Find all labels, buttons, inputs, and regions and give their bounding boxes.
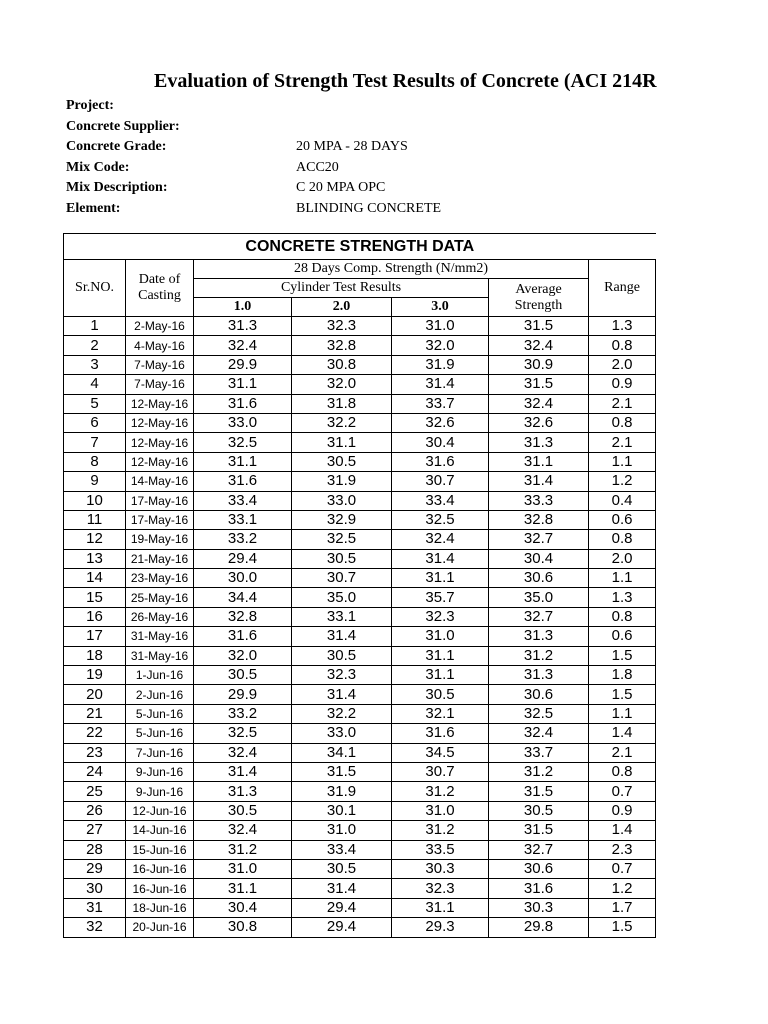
cell-date: 14-Jun-16 <box>126 821 194 840</box>
cell-average: 35.0 <box>489 588 589 607</box>
cell-cylinder-3: 31.4 <box>392 375 489 394</box>
header-date <box>126 260 194 317</box>
cell-cylinder-2: 32.3 <box>292 317 392 336</box>
info-value: ACC20 <box>296 159 339 175</box>
cell-cylinder-2: 29.4 <box>292 918 392 937</box>
cell-cylinder-1: 31.3 <box>194 317 292 336</box>
cell-range: 1.1 <box>589 452 656 471</box>
header-range: Range <box>589 260 656 317</box>
table-row <box>64 394 656 413</box>
cell-sr-no: 8 <box>64 452 126 471</box>
cell-date: 14-May-16 <box>126 472 194 491</box>
cell-cylinder-2: 33.0 <box>292 491 392 510</box>
cell-cylinder-2: 32.2 <box>292 413 392 432</box>
cell-range: 1.2 <box>589 472 656 491</box>
table-row <box>64 704 656 723</box>
cell-average: 30.3 <box>489 898 589 917</box>
cell-range: 1.1 <box>589 704 656 723</box>
cell-sr-no: 31 <box>64 898 126 917</box>
info-value: C 20 MPA OPC <box>296 180 386 195</box>
table-row <box>64 724 656 743</box>
cell-range: 1.5 <box>589 646 656 665</box>
cell-cylinder-3: 31.1 <box>392 646 489 665</box>
cell-cylinder-3: 30.7 <box>392 472 489 491</box>
cell-average: 30.6 <box>489 685 589 704</box>
cell-date: 17-May-16 <box>126 510 194 529</box>
cell-cylinder-3: 31.0 <box>392 801 489 820</box>
cell-cylinder-2: 30.7 <box>292 569 392 588</box>
cell-date: 2-May-16 <box>126 317 194 336</box>
cell-cylinder-2: 35.0 <box>292 588 392 607</box>
cell-date: 12-May-16 <box>126 394 194 413</box>
strength-data-table <box>63 233 656 938</box>
cell-sr-no: 13 <box>64 549 126 568</box>
cell-cylinder-1: 31.2 <box>194 840 292 859</box>
cell-sr-no: 11 <box>64 510 126 529</box>
cell-average: 30.5 <box>489 801 589 820</box>
cell-cylinder-1: 30.4 <box>194 898 292 917</box>
cell-range: 2.1 <box>589 743 656 762</box>
cell-range: 0.6 <box>589 627 656 646</box>
cell-cylinder-1: 31.0 <box>194 859 292 878</box>
cell-date: 16-Jun-16 <box>126 859 194 878</box>
cell-sr-no: 18 <box>64 646 126 665</box>
cell-cylinder-3: 35.7 <box>392 588 489 607</box>
cell-average: 31.3 <box>489 627 589 646</box>
cell-cylinder-1: 33.2 <box>194 704 292 723</box>
table-row <box>64 762 656 781</box>
cell-range: 2.0 <box>589 549 656 568</box>
cell-range: 0.7 <box>589 782 656 801</box>
cell-average: 31.1 <box>489 452 589 471</box>
cell-cylinder-1: 29.9 <box>194 685 292 704</box>
cell-cylinder-3: 31.0 <box>392 317 489 336</box>
info-label: Project: <box>66 98 114 113</box>
info-label: Element: <box>66 200 121 216</box>
cell-cylinder-1: 33.1 <box>194 510 292 529</box>
cell-cylinder-1: 32.5 <box>194 433 292 452</box>
cell-date: 2-Jun-16 <box>126 685 194 704</box>
cell-average: 31.5 <box>489 782 589 801</box>
header-cylinder-2: 2.0 <box>292 298 392 317</box>
table-row <box>64 569 656 588</box>
cell-range: 1.4 <box>589 724 656 743</box>
cell-cylinder-3: 33.4 <box>392 491 489 510</box>
cell-cylinder-3: 31.9 <box>392 355 489 374</box>
cell-range: 0.8 <box>589 530 656 549</box>
table-row <box>64 646 656 665</box>
cell-range: 0.7 <box>589 859 656 878</box>
table-row <box>64 452 656 471</box>
cell-date: 5-Jun-16 <box>126 724 194 743</box>
cell-average: 32.6 <box>489 413 589 432</box>
cell-cylinder-1: 31.3 <box>194 782 292 801</box>
cell-range: 0.6 <box>589 510 656 529</box>
cell-average: 31.2 <box>489 646 589 665</box>
table-row <box>64 472 656 491</box>
header-date-line2: Casting <box>138 288 181 303</box>
cell-cylinder-1: 32.4 <box>194 743 292 762</box>
cell-cylinder-3: 32.3 <box>392 607 489 626</box>
cell-average: 31.3 <box>489 666 589 685</box>
cell-sr-no: 2 <box>64 336 126 355</box>
cell-cylinder-3: 32.1 <box>392 704 489 723</box>
cell-sr-no: 28 <box>64 840 126 859</box>
cell-average: 32.7 <box>489 840 589 859</box>
cell-range: 1.5 <box>589 685 656 704</box>
cell-cylinder-1: 30.5 <box>194 666 292 685</box>
table-row <box>64 859 656 878</box>
cell-average: 30.6 <box>489 569 589 588</box>
table-row <box>64 588 656 607</box>
table-row <box>64 685 656 704</box>
cell-average: 32.5 <box>489 704 589 723</box>
cell-range: 0.8 <box>589 762 656 781</box>
info-value: 20 MPA - 28 DAYS <box>296 139 408 154</box>
cell-range: 1.4 <box>589 821 656 840</box>
cell-range: 2.1 <box>589 433 656 452</box>
table-row <box>64 510 656 529</box>
cell-cylinder-3: 33.7 <box>392 394 489 413</box>
cell-sr-no: 23 <box>64 743 126 762</box>
cell-cylinder-2: 32.8 <box>292 336 392 355</box>
cell-cylinder-1: 31.1 <box>194 879 292 898</box>
cell-cylinder-1: 31.6 <box>194 472 292 491</box>
cell-range: 2.1 <box>589 394 656 413</box>
cell-date: 12-May-16 <box>126 413 194 432</box>
table-row <box>64 549 656 568</box>
cell-cylinder-1: 30.8 <box>194 918 292 937</box>
cell-cylinder-3: 30.4 <box>392 433 489 452</box>
header-date-line1: Date of <box>138 272 181 287</box>
cell-cylinder-1: 34.4 <box>194 588 292 607</box>
cell-sr-no: 15 <box>64 588 126 607</box>
cell-sr-no: 19 <box>64 666 126 685</box>
cell-average: 29.8 <box>489 918 589 937</box>
cell-date: 12-May-16 <box>126 452 194 471</box>
cell-cylinder-3: 29.3 <box>392 918 489 937</box>
cell-date: 26-May-16 <box>126 607 194 626</box>
cell-average: 30.9 <box>489 355 589 374</box>
cell-cylinder-3: 30.7 <box>392 762 489 781</box>
cell-cylinder-3: 32.6 <box>392 413 489 432</box>
cell-sr-no: 16 <box>64 607 126 626</box>
cell-sr-no: 20 <box>64 685 126 704</box>
cell-sr-no: 9 <box>64 472 126 491</box>
cell-cylinder-3: 31.1 <box>392 666 489 685</box>
cell-average: 31.5 <box>489 821 589 840</box>
info-label: Concrete Grade: <box>66 139 167 154</box>
cell-cylinder-2: 32.5 <box>292 530 392 549</box>
cell-cylinder-3: 34.5 <box>392 743 489 762</box>
table-row <box>64 317 656 336</box>
cell-date: 31-May-16 <box>126 646 194 665</box>
cell-cylinder-3: 31.6 <box>392 724 489 743</box>
cell-cylinder-2: 31.0 <box>292 821 392 840</box>
cell-date: 4-May-16 <box>126 336 194 355</box>
cell-cylinder-1: 31.6 <box>194 394 292 413</box>
cell-cylinder-1: 33.0 <box>194 413 292 432</box>
cell-average: 32.8 <box>489 510 589 529</box>
info-label: Concrete Supplier: <box>66 118 180 134</box>
cell-average: 32.7 <box>489 607 589 626</box>
cell-date: 16-Jun-16 <box>126 879 194 898</box>
cell-date: 12-Jun-16 <box>126 801 194 820</box>
table-row <box>64 743 656 762</box>
cell-range: 1.3 <box>589 317 656 336</box>
cell-cylinder-2: 30.1 <box>292 801 392 820</box>
cell-sr-no: 7 <box>64 433 126 452</box>
cell-cylinder-2: 32.3 <box>292 666 392 685</box>
cell-cylinder-1: 29.4 <box>194 549 292 568</box>
cell-cylinder-1: 32.4 <box>194 336 292 355</box>
cell-sr-no: 25 <box>64 782 126 801</box>
cell-date: 9-Jun-16 <box>126 782 194 801</box>
cell-sr-no: 12 <box>64 530 126 549</box>
table-row <box>64 918 656 937</box>
cell-average: 32.4 <box>489 394 589 413</box>
cell-cylinder-2: 34.1 <box>292 743 392 762</box>
cell-date: 5-Jun-16 <box>126 704 194 723</box>
info-label: Mix Description: <box>66 180 168 195</box>
cell-average: 32.4 <box>489 336 589 355</box>
table-row <box>64 840 656 859</box>
cell-cylinder-2: 32.9 <box>292 510 392 529</box>
cell-sr-no: 32 <box>64 918 126 937</box>
cell-range: 1.1 <box>589 569 656 588</box>
cell-cylinder-1: 31.1 <box>194 375 292 394</box>
cell-cylinder-1: 32.8 <box>194 607 292 626</box>
cell-cylinder-3: 32.0 <box>392 336 489 355</box>
cell-cylinder-2: 30.5 <box>292 549 392 568</box>
cell-cylinder-1: 30.0 <box>194 569 292 588</box>
header-cylinder-1: 1.0 <box>194 298 292 317</box>
cell-cylinder-3: 31.2 <box>392 821 489 840</box>
cell-date: 7-Jun-16 <box>126 743 194 762</box>
table-row <box>64 433 656 452</box>
cell-cylinder-3: 31.2 <box>392 782 489 801</box>
cell-cylinder-1: 32.4 <box>194 821 292 840</box>
cell-cylinder-3: 30.5 <box>392 685 489 704</box>
table-row <box>64 336 656 355</box>
cell-cylinder-2: 31.5 <box>292 762 392 781</box>
cell-cylinder-1: 33.2 <box>194 530 292 549</box>
table-row <box>64 607 656 626</box>
table-row <box>64 530 656 549</box>
cell-date: 7-May-16 <box>126 375 194 394</box>
cell-range: 1.8 <box>589 666 656 685</box>
table-row <box>64 879 656 898</box>
header-sr-no: Sr.NO. <box>64 260 126 317</box>
cell-cylinder-3: 31.1 <box>392 569 489 588</box>
cell-sr-no: 1 <box>64 317 126 336</box>
cell-cylinder-1: 31.4 <box>194 762 292 781</box>
cell-cylinder-2: 30.5 <box>292 859 392 878</box>
cell-sr-no: 3 <box>64 355 126 374</box>
cell-cylinder-2: 31.1 <box>292 433 392 452</box>
cell-date: 18-Jun-16 <box>126 898 194 917</box>
cell-range: 0.9 <box>589 801 656 820</box>
cell-cylinder-2: 30.5 <box>292 452 392 471</box>
cell-range: 0.4 <box>589 491 656 510</box>
cell-cylinder-2: 31.4 <box>292 879 392 898</box>
cell-sr-no: 21 <box>64 704 126 723</box>
cell-average: 33.7 <box>489 743 589 762</box>
info-value: BLINDING CONCRETE <box>296 200 442 216</box>
cell-cylinder-3: 32.4 <box>392 530 489 549</box>
cell-cylinder-2: 31.9 <box>292 782 392 801</box>
cell-sr-no: 24 <box>64 762 126 781</box>
cell-cylinder-2: 31.4 <box>292 685 392 704</box>
cell-cylinder-2: 33.4 <box>292 840 392 859</box>
cell-average: 30.6 <box>489 859 589 878</box>
cell-cylinder-1: 33.4 <box>194 491 292 510</box>
cell-sr-no: 22 <box>64 724 126 743</box>
cell-date: 31-May-16 <box>126 627 194 646</box>
cell-sr-no: 6 <box>64 413 126 432</box>
cell-date: 25-May-16 <box>126 588 194 607</box>
cell-sr-no: 5 <box>64 394 126 413</box>
cell-range: 0.8 <box>589 336 656 355</box>
cell-range: 1.5 <box>589 918 656 937</box>
cell-cylinder-3: 30.3 <box>392 859 489 878</box>
table-row <box>64 801 656 820</box>
cell-cylinder-1: 30.5 <box>194 801 292 820</box>
table-body <box>64 317 656 938</box>
table-row <box>64 898 656 917</box>
cell-cylinder-2: 33.1 <box>292 607 392 626</box>
cell-sr-no: 14 <box>64 569 126 588</box>
cell-cylinder-2: 29.4 <box>292 898 392 917</box>
cell-sr-no: 30 <box>64 879 126 898</box>
cell-cylinder-2: 32.0 <box>292 375 392 394</box>
cell-cylinder-3: 31.4 <box>392 549 489 568</box>
cell-date: 20-Jun-16 <box>126 918 194 937</box>
cell-date: 19-May-16 <box>126 530 194 549</box>
cell-date: 1-Jun-16 <box>126 666 194 685</box>
header-cylinder-3: 3.0 <box>392 298 489 317</box>
table-section-title: CONCRETE STRENGTH DATA <box>64 234 656 260</box>
cell-cylinder-2: 31.4 <box>292 627 392 646</box>
cell-cylinder-2: 31.8 <box>292 394 392 413</box>
cell-range: 2.3 <box>589 840 656 859</box>
header-average-line1: Average <box>515 281 562 297</box>
cell-date: 17-May-16 <box>126 491 194 510</box>
cell-average: 30.4 <box>489 549 589 568</box>
cell-range: 0.9 <box>589 375 656 394</box>
table-row <box>64 491 656 510</box>
cell-date: 7-May-16 <box>126 355 194 374</box>
cell-cylinder-2: 33.0 <box>292 724 392 743</box>
cell-average: 32.4 <box>489 724 589 743</box>
cell-date: 21-May-16 <box>126 549 194 568</box>
header-average <box>489 279 589 317</box>
cell-range: 0.8 <box>589 607 656 626</box>
cell-cylinder-3: 31.1 <box>392 898 489 917</box>
cell-cylinder-1: 29.9 <box>194 355 292 374</box>
cell-date: 23-May-16 <box>126 569 194 588</box>
cell-average: 31.3 <box>489 433 589 452</box>
cell-date: 15-Jun-16 <box>126 840 194 859</box>
cell-range: 0.8 <box>589 413 656 432</box>
cell-sr-no: 4 <box>64 375 126 394</box>
cell-date: 12-May-16 <box>126 433 194 452</box>
table-row <box>64 666 656 685</box>
page-title: Evaluation of Strength Test Results of Concrete (ACI 214R <box>154 70 657 92</box>
cell-cylinder-1: 32.0 <box>194 646 292 665</box>
cell-average: 31.5 <box>489 317 589 336</box>
cell-average: 31.2 <box>489 762 589 781</box>
cell-cylinder-1: 32.5 <box>194 724 292 743</box>
cell-cylinder-1: 31.1 <box>194 452 292 471</box>
table-row <box>64 627 656 646</box>
cell-date: 9-Jun-16 <box>126 762 194 781</box>
cell-cylinder-3: 31.0 <box>392 627 489 646</box>
cell-cylinder-3: 33.5 <box>392 840 489 859</box>
table-row <box>64 413 656 432</box>
cell-average: 31.6 <box>489 879 589 898</box>
cell-sr-no: 17 <box>64 627 126 646</box>
table-row <box>64 821 656 840</box>
cell-average: 31.4 <box>489 472 589 491</box>
cell-sr-no: 10 <box>64 491 126 510</box>
cell-cylinder-1: 31.6 <box>194 627 292 646</box>
cell-range: 1.7 <box>589 898 656 917</box>
table-row <box>64 355 656 374</box>
cell-sr-no: 29 <box>64 859 126 878</box>
cell-sr-no: 27 <box>64 821 126 840</box>
cell-cylinder-3: 31.6 <box>392 452 489 471</box>
cell-cylinder-2: 30.5 <box>292 646 392 665</box>
cell-cylinder-2: 32.2 <box>292 704 392 723</box>
cell-range: 2.0 <box>589 355 656 374</box>
table-row <box>64 375 656 394</box>
cell-range: 1.2 <box>589 879 656 898</box>
cell-range: 1.3 <box>589 588 656 607</box>
table-row <box>64 782 656 801</box>
cell-cylinder-2: 31.9 <box>292 472 392 491</box>
cell-average: 32.7 <box>489 530 589 549</box>
cell-cylinder-2: 30.8 <box>292 355 392 374</box>
cell-cylinder-3: 32.3 <box>392 879 489 898</box>
header-average-line2: Strength <box>514 297 563 313</box>
cell-average: 33.3 <box>489 491 589 510</box>
info-label: Mix Code: <box>66 159 130 175</box>
header-cylinder-results: Cylinder Test Results <box>194 279 489 298</box>
header-comp-strength: 28 Days Comp. Strength (N/mm2) <box>194 260 589 279</box>
cell-cylinder-3: 32.5 <box>392 510 489 529</box>
cell-sr-no: 26 <box>64 801 126 820</box>
cell-average: 31.5 <box>489 375 589 394</box>
